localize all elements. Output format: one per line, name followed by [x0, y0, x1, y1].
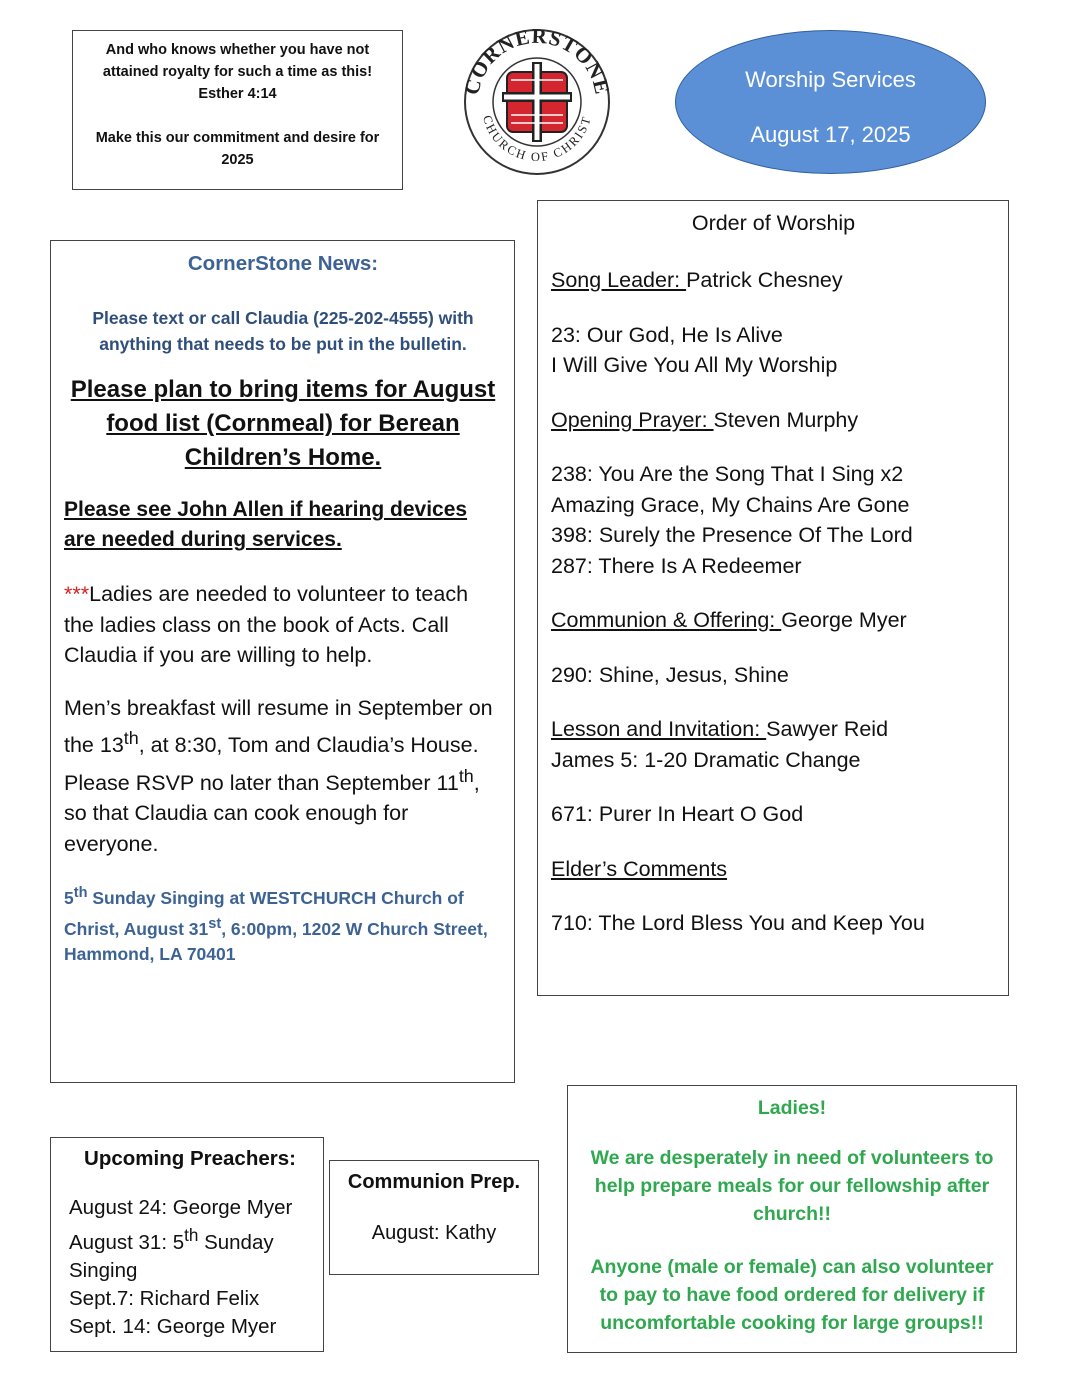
song-item: 290: Shine, Jesus, Shine: [551, 662, 789, 687]
song-item: 238: You Are the Song That I Sing x2: [551, 462, 904, 486]
song-item: 671: Purer In Heart O God: [551, 802, 804, 826]
lesson-speaker: Sawyer Reid: [766, 717, 889, 741]
verse-text: And who knows whether you have not attained royalty for such a time as this!: [102, 42, 373, 80]
singing-text: Sunday Singing at WESTCHURCH Church of Christ, August 31: [64, 888, 464, 939]
news-title: CornerStone News:: [187, 252, 379, 275]
news-hearing-devices: Please see John Allen if hearing devices are needed during services.: [64, 498, 468, 551]
preacher-item: [69, 1222, 311, 1285]
ladies-class-text: Ladies are needed to volunteer to teach the ladies class on the book of Acts. Call Claudia if you are willing to help.: [64, 582, 469, 667]
song-leader-label: Song Leader:: [551, 268, 687, 292]
singing-text: 5: [64, 888, 74, 909]
communion-prep-title: Communion Prep.: [347, 1171, 521, 1193]
spacer: [85, 105, 390, 127]
communion-prep-value: August: Kathy: [371, 1222, 497, 1244]
lesson-text: James 5: 1-20 Dramatic Change: [551, 747, 861, 772]
mens-breakfast-text: , at 8:30, Tom and Claudia’s House. Please RSVP no later than September 11: [64, 733, 479, 795]
preacher-item: Sept.7: Richard Felix: [69, 1286, 260, 1310]
church-logo: [456, 20, 618, 182]
preacher-text: Sunday Singing: [69, 1230, 274, 1282]
logo-bottom-text: CHURCH OF CHRIST: [479, 113, 595, 165]
singing-text: , 6:00pm, 1202 W Church Street, Hammond, LA 70401: [64, 918, 488, 964]
songs-group-1: [551, 320, 996, 381]
ladies-paragraph-2: Anyone (male or female) can also volunteer to pay to have food ordered for delivery if uncomfortable cooking for large groups!!: [590, 1256, 994, 1334]
verse-box: [72, 30, 403, 190]
ordinal-suffix: th: [458, 765, 474, 786]
upcoming-preachers-box: [50, 1137, 324, 1352]
song-item: 710: The Lord Bless You and Keep You: [551, 911, 925, 935]
logo-top-text: CORNERSTONE: [459, 23, 615, 98]
opening-prayer-label: Opening Prayer:: [551, 407, 714, 432]
verse-reference: Esther 4:14: [198, 86, 277, 102]
song-leader-name: Patrick Chesney: [686, 268, 843, 292]
communion-offering: [551, 605, 996, 636]
asterisks: ***: [64, 582, 90, 606]
opening-prayer-name: Steven Murphy: [713, 407, 859, 432]
communion-prep-box: [329, 1160, 539, 1275]
communion-label: Communion & Offering:: [551, 608, 782, 632]
ladies-paragraph-1: We are desperately in need of volunteers to help prepare meals for our fellowship after church!!: [590, 1147, 994, 1225]
preacher-item: August 24: George Myer: [69, 1196, 293, 1219]
news-contact: Please text or call Claudia (225-202-4555) with anything that needs to be put in the bulletin.: [92, 308, 474, 354]
lesson-label: Lesson and Invitation:: [551, 717, 767, 741]
song-item: Amazing Grace, My Chains Are Gone: [551, 492, 910, 517]
ordinal-suffix: th: [123, 728, 139, 748]
songs-group-2: [551, 459, 996, 581]
song-item: I Will Give You All My Worship: [551, 353, 838, 377]
order-title: Order of Worship: [691, 211, 856, 235]
commitment-text: Make this our commitment and desire for 2025: [95, 130, 380, 168]
song-item: 287: There Is A Redeemer: [551, 553, 802, 578]
preacher-item: Sept. 14: George Myer: [69, 1314, 277, 1338]
elders-comments: Elder’s Comments: [551, 856, 728, 881]
ladies-title: Ladies!: [757, 1097, 827, 1119]
ladies-volunteer-box: [567, 1085, 1017, 1353]
preacher-text: August 31: 5: [69, 1230, 185, 1254]
ordinal-suffix: th: [184, 1226, 199, 1245]
news-mens-breakfast: [64, 693, 502, 860]
song-item: 398: Surely the Presence Of The Lord: [551, 523, 913, 547]
news-fifth-sunday-singing: [64, 881, 502, 967]
cornerstone-news-box: [50, 240, 515, 1083]
lesson-invitation: [551, 714, 996, 775]
worship-services-badge: [675, 30, 986, 174]
worship-title: Worship Services: [745, 67, 916, 92]
news-ladies-class: [64, 579, 502, 671]
news-food-drive: Please plan to bring items for August food list (Cornmeal) for Berean Children’s Home.: [70, 376, 496, 471]
mens-breakfast-text: Men’s breakfast will resume in September on the 13: [64, 695, 493, 758]
song-leader: [551, 265, 996, 296]
ordinal-suffix: st: [208, 915, 222, 932]
ordinal-suffix: th: [73, 885, 88, 902]
song-item: 23: Our God, He Is Alive: [551, 322, 783, 347]
communion-name: George Myer: [781, 608, 907, 632]
mens-breakfast-text: , so that Claudia can cook enough for everyone.: [64, 770, 480, 856]
cornerstone-logo-icon: [456, 20, 618, 182]
preachers-title: Upcoming Preachers:: [84, 1147, 296, 1170]
order-of-worship-box: [537, 200, 1009, 996]
opening-prayer: [551, 405, 996, 436]
worship-date: August 17, 2025: [750, 122, 911, 147]
